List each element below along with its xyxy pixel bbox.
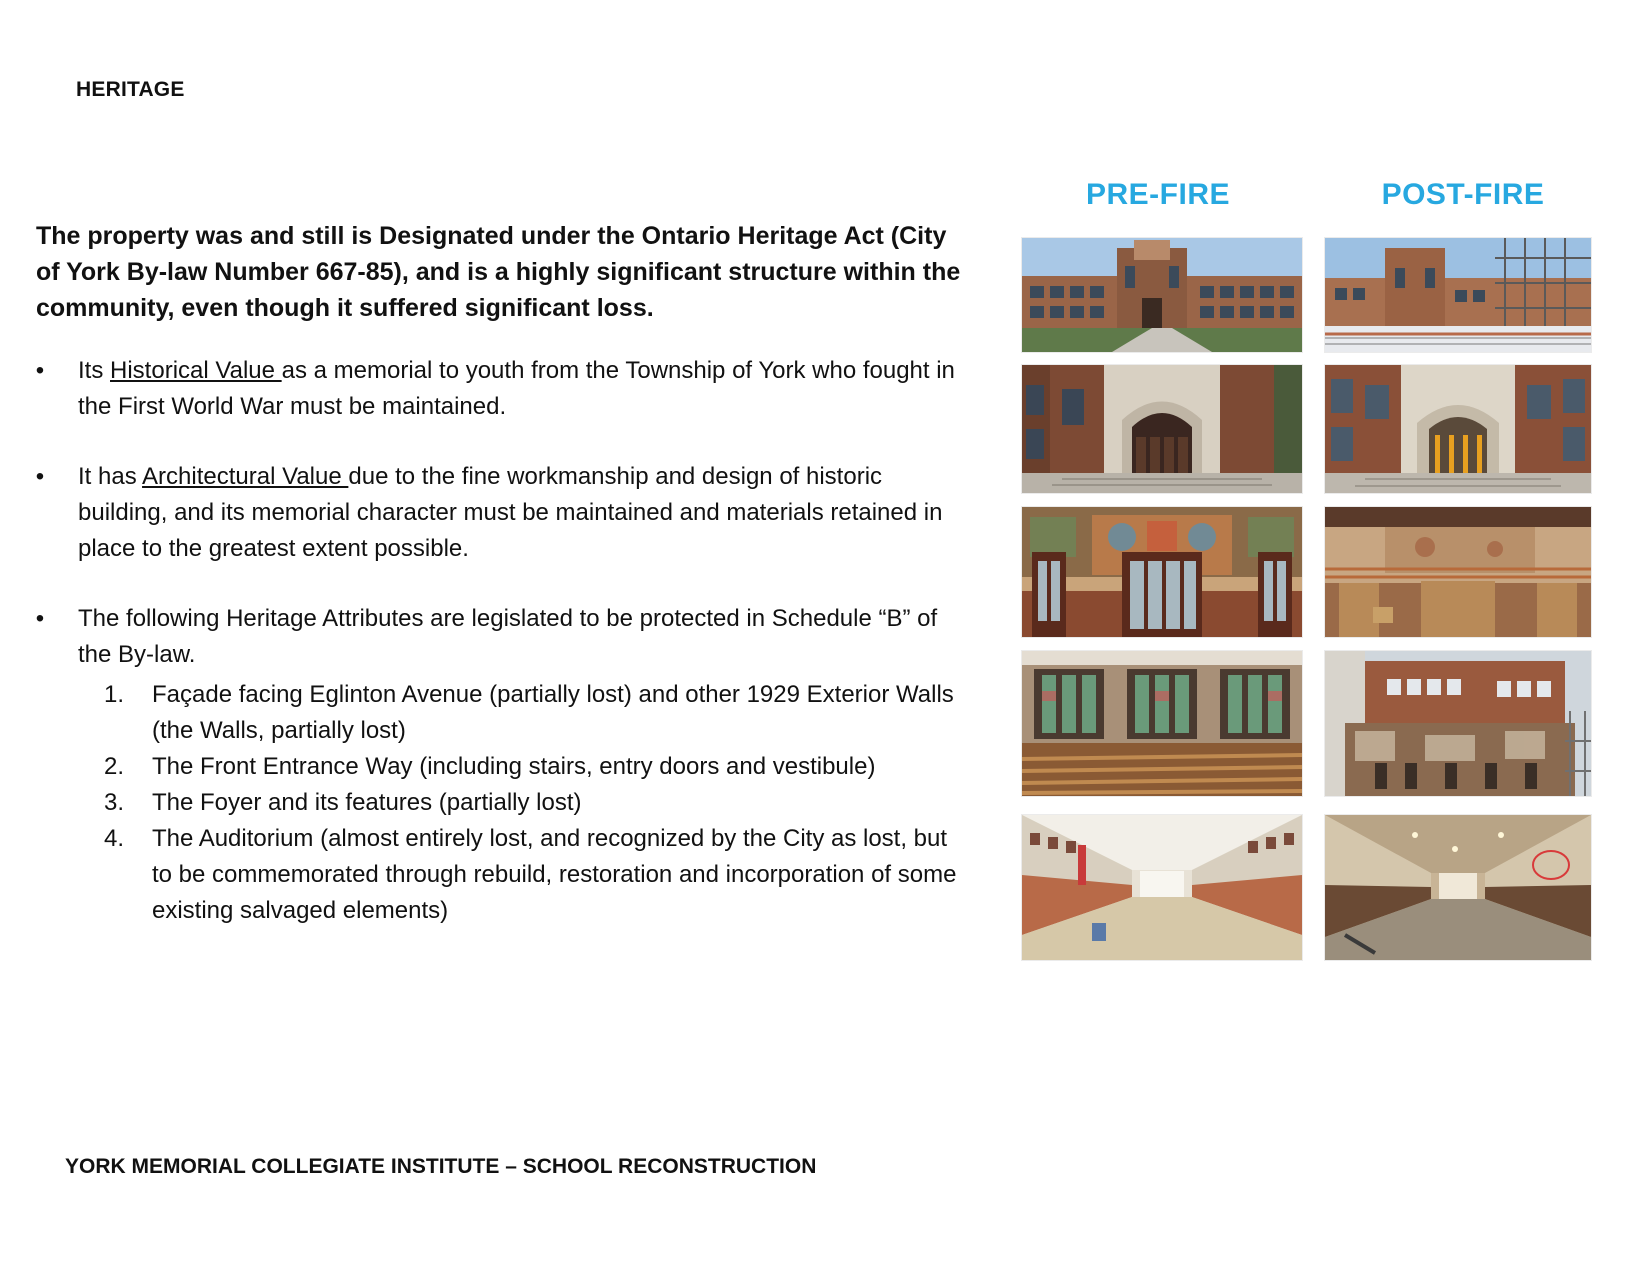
attribute-number: 3. [104, 789, 125, 816]
bullet-mark: • [35, 605, 45, 632]
photo-pre-fire-entrance [1022, 365, 1302, 493]
bullet-text-before: It has [78, 463, 143, 490]
bullet-text-after: due to the fine workmanship and design of historic building, and its memorial character must be maintained and materials retained in place to the greatest extent possible. [78, 463, 943, 562]
bullet-text: The following Heritage Attributes are legislated to be protected in Schedule “B” of the By-law. [78, 605, 938, 668]
attribute-number: 2. [104, 753, 125, 780]
bullet-heritage-attributes [36, 601, 966, 929]
bullet-historical-value [36, 353, 966, 425]
attribute-item [104, 785, 966, 821]
attribute-number: 4. [104, 825, 125, 852]
attribute-item [104, 749, 966, 785]
bullet-text-after: as a memorial to youth from the Township of York who fought in the First World War must be maintained. [78, 357, 955, 420]
photo-post-fire-foyer [1325, 507, 1591, 637]
main-text [36, 218, 966, 929]
attribute-text: The Auditorium (almost entirely lost, and recognized by the City as lost, but to be commemorated through rebuild, restoration and incorporation of some existing salvaged elements) [152, 825, 957, 924]
designation-statement: The property was and still is Designated under the Ontario Heritage Act (City of York By-law Number 667-85), and is a highly significant structure within the community, even though it suffered significant loss. [36, 222, 961, 322]
bullet-architectural-value [36, 459, 966, 567]
photo-post-fire-auditorium [1325, 651, 1591, 796]
heritage-bullets [36, 353, 966, 929]
photo-pre-fire-exterior [1022, 238, 1302, 352]
pre-fire-heading: PRE-FIRE [1085, 178, 1230, 211]
photo-post-fire-hallway [1325, 815, 1591, 960]
attribute-item [104, 677, 966, 749]
attribute-text: The Front Entrance Way (including stairs, entry doors and vestibule) [152, 753, 876, 780]
historical-value-term: Historical Value [110, 357, 282, 384]
bullet-mark: • [35, 357, 45, 384]
attribute-item [104, 821, 966, 929]
bullet-text-before: Its [78, 357, 111, 384]
attribute-text: The Foyer and its features (partially lost) [152, 789, 582, 816]
heritage-attributes-list [78, 677, 966, 929]
document-footer-title: YORK MEMORIAL COLLEGIATE INSTITUTE – SCHOOL RECONSTRUCTION [65, 1155, 817, 1178]
photo-post-fire-entrance [1325, 365, 1591, 493]
photo-post-fire-exterior [1325, 238, 1591, 352]
photo-pre-fire-hallway [1022, 815, 1302, 960]
architectural-value-term: Architectural Value [142, 463, 349, 490]
photo-pre-fire-foyer [1022, 507, 1302, 637]
section-title: HERITAGE [76, 78, 185, 101]
post-fire-heading: POST-FIRE [1381, 178, 1545, 211]
attribute-text: Façade facing Eglinton Avenue (partially lost) and other 1929 Exterior Walls (the Walls, partially lost) [152, 681, 954, 744]
photo-pre-fire-auditorium [1022, 651, 1302, 796]
bullet-mark: • [35, 463, 45, 490]
attribute-number: 1. [104, 681, 125, 708]
